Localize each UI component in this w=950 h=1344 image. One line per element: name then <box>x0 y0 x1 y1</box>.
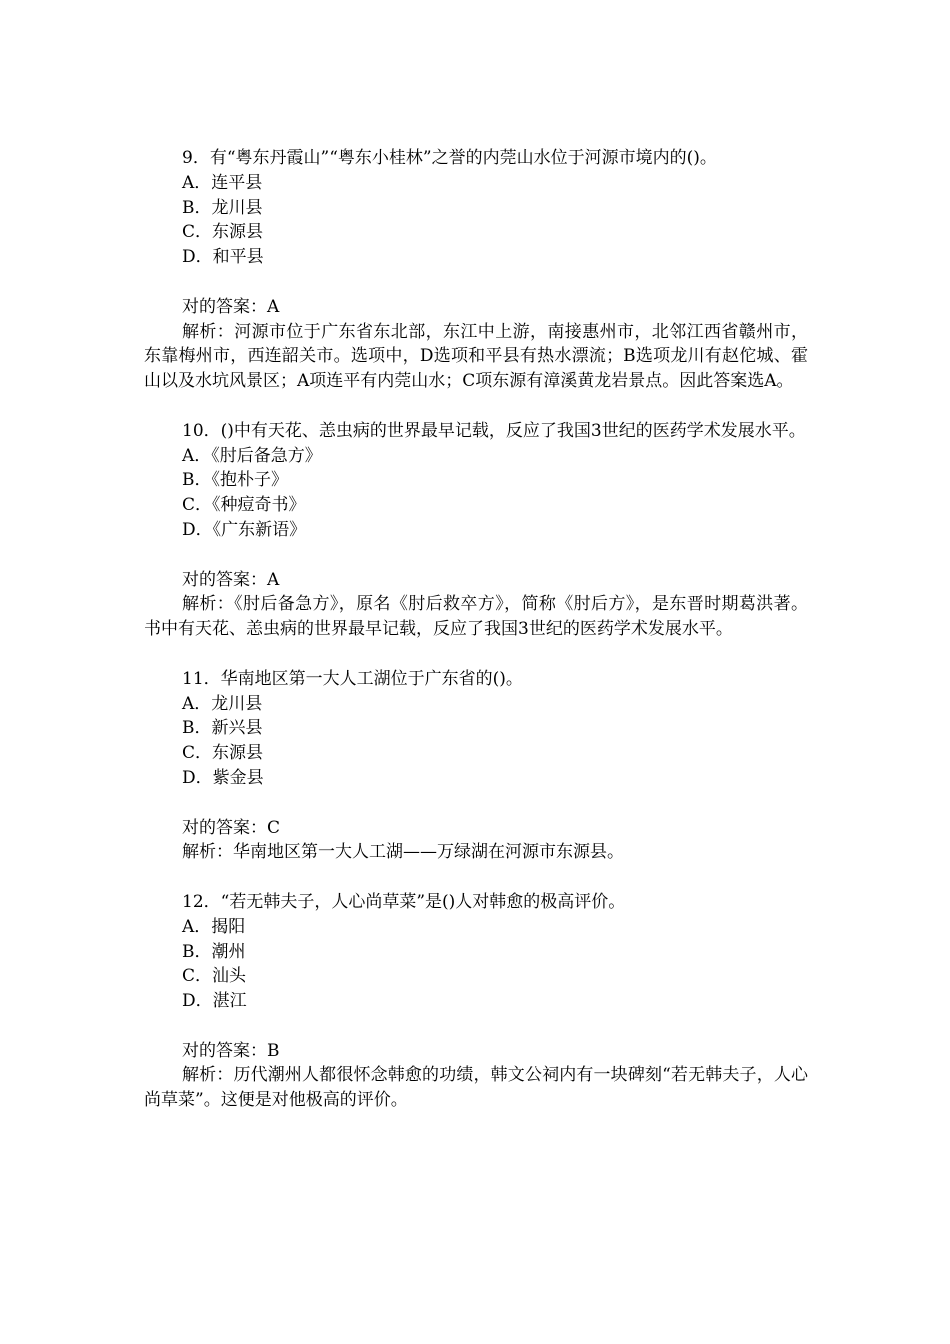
spacer <box>144 1014 808 1039</box>
option-b: B．新兴县 <box>182 718 263 739</box>
answer-text: 对的答案：C <box>182 817 281 838</box>
analysis-text: 解析：华南地区第一大人工湖——万绿湖在河源市东源县。 <box>182 842 624 863</box>
spacer <box>144 270 808 295</box>
question-text: 9．有“粤东丹霞山”“粤东小桂林”之誉的内莞山水位于河源市境内的()。 <box>182 148 717 168</box>
answer-text: 对的答案：A <box>182 296 280 317</box>
spacer <box>144 791 808 816</box>
question-text: 12．“若无韩夫子，人心尚草菜”是()人对韩愈的极高评价。 <box>182 891 626 912</box>
analysis-text: 解析：河源市位于广东省东北部，东江中上游，南接惠州市，北邻江西省赣州市，东靠梅州市，西连韶关市。选项中，D选项和平县有热水漂流；B选项龙川有赵佗城、霍山以及水坑风景区；A项连平有内莞山水；C项东源有漳溪黄龙岩景点。因此答案选A。 <box>144 321 808 392</box>
question-block-12 <box>144 890 808 1113</box>
option-c: C．汕头 <box>182 966 247 987</box>
option-d: D．紫金县 <box>182 767 264 788</box>
option-a: A．连平县 <box>182 172 263 193</box>
option-d: D．和平县 <box>182 247 264 268</box>
option-a: A．揭阳 <box>182 916 246 937</box>
analysis-text: 解析：《肘后备急方》，原名《肘后救卒方》，简称《肘后方》，是东晋时期葛洪著。书中有天花、恙虫病的世界最早记载，反应了我国3世纪的医药学术发展水平。 <box>144 594 808 640</box>
option-b: B．潮州 <box>182 941 246 962</box>
option-d: D．《广东新语》 <box>182 519 307 540</box>
option-c: C．东源县 <box>182 743 264 764</box>
question-block-11 <box>144 667 808 865</box>
option-a: A．《肘后备急方》 <box>182 445 322 466</box>
option-c: C．东源县 <box>182 222 264 243</box>
option-d: D．湛江 <box>182 991 247 1012</box>
question-block-10 <box>144 419 808 642</box>
question-text: 11．华南地区第一大人工湖位于广东省的()。 <box>182 668 523 689</box>
answer-text: 对的答案：A <box>182 569 280 590</box>
option-b: B．《抱朴子》 <box>182 470 288 491</box>
document-page <box>144 146 808 1113</box>
answer-text: 对的答案：B <box>182 1040 280 1061</box>
question-text: 10．()中有天花、恙虫病的世界最早记载，反应了我国3世纪的医药学术发展水平。 <box>182 420 806 441</box>
spacer <box>144 543 808 568</box>
spacer <box>144 394 808 419</box>
spacer <box>144 642 808 667</box>
spacer <box>144 865 808 890</box>
analysis-text: 解析：历代潮州人都很怀念韩愈的功绩，韩文公祠内有一块碑刻“若无韩夫子，人心尚草菜”。这便是对他极高的评价。 <box>144 1065 808 1111</box>
question-block-9 <box>144 146 808 394</box>
option-b: B．龙川县 <box>182 197 263 218</box>
option-a: A．龙川县 <box>182 693 263 714</box>
option-c: C．《种痘奇书》 <box>182 495 306 516</box>
